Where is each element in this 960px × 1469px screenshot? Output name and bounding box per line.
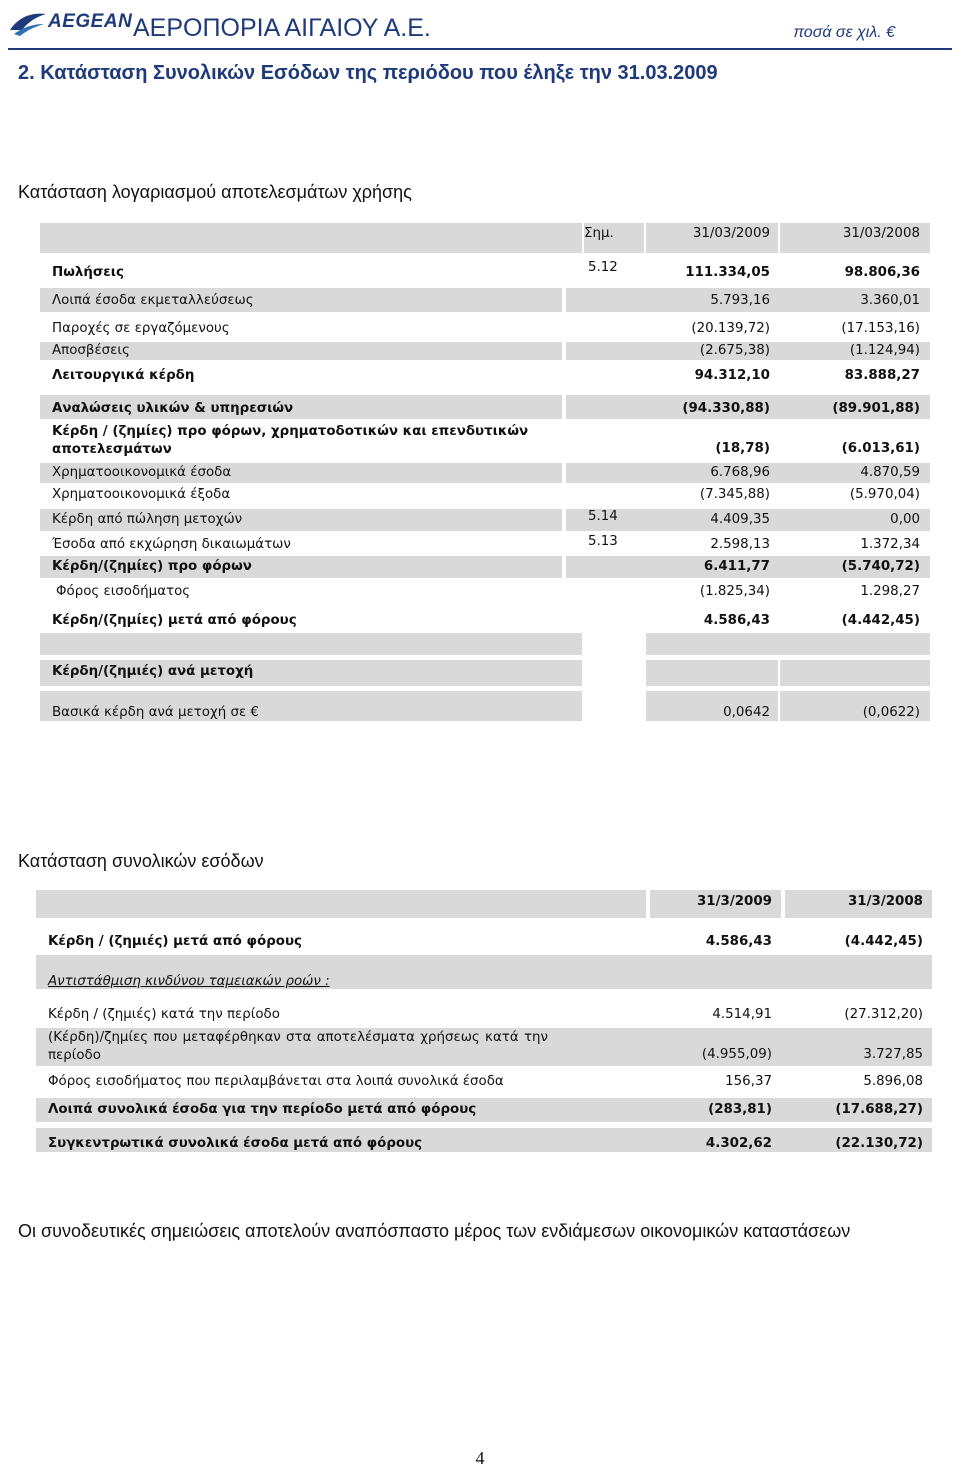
ci-value-2008: (4.442,45) [844, 934, 923, 949]
row-value-2009: (7.345,88) [699, 487, 770, 502]
row-value-2009: (1.825,34) [699, 584, 770, 599]
ci-value-2009: 156,37 [725, 1074, 772, 1089]
row-label: Κέρδη/(ζημίες) μετά από φόρους [52, 613, 297, 628]
row-label: Λειτουργικά κέρδη [52, 368, 195, 383]
row-value-2008: (1.124,94) [849, 343, 920, 358]
row-value-2009: (94.330,88) [682, 401, 770, 416]
logo-text: AEGEAN [48, 11, 133, 32]
page-number: 4 [475, 1448, 485, 1468]
page-heading: 2. Κατάσταση Συνολικών Εσόδων της περιόδου που έληξε την 31.03.2009 [18, 62, 718, 84]
row-value-2008: (6.013,61) [841, 441, 920, 456]
row-value-2008: 1.372,34 [860, 537, 920, 552]
ci-row-label: Συγκεντρωτικά συνολικά έσοδα μετά από φόρους [48, 1136, 423, 1151]
row-label: Κέρδη από πώληση μετοχών [52, 512, 243, 527]
eps-value-2008: (0,0622) [862, 705, 920, 720]
row-value-2008: 3.360,01 [860, 293, 920, 308]
footer-note: Οι συνοδευτικές σημειώσεις αποτελούν αναπόσπαστο μέρος των ενδιάμεσων οικονομικών καταστάσεων [18, 1221, 851, 1241]
income-header-band [40, 223, 582, 253]
row-label: Έσοδα από εκχώρηση δικαιωμάτων [52, 537, 291, 552]
ci-row-label: Λοιπά συνολικά έσοδα για την περίοδο μετά από φόρους [48, 1102, 477, 1117]
ci-value-2008: 5.896,08 [863, 1074, 923, 1089]
row-value-2008: 1.298,27 [860, 584, 920, 599]
row-value-2008: (17.153,16) [841, 321, 920, 336]
row-label: Κέρδη/(ζημίες) προ φόρων [52, 559, 252, 574]
row-value-2009: 2.598,13 [710, 537, 770, 552]
bird-logo-icon [8, 8, 48, 38]
row-value-2008: (5.740,72) [841, 559, 920, 574]
row-value-2008: 0,00 [890, 512, 920, 527]
row-value-2009: (2.675,38) [699, 343, 770, 358]
ci-value-2009: 4.514,91 [712, 1007, 772, 1022]
header-divider [8, 48, 952, 50]
ci-row-label: (Κέρδη)/ζημίες που μεταφέρθηκαν στα αποτελέσματα χρήσεως κατά την περίοδο [48, 1030, 548, 1063]
row-label: Αποσβέσεις [52, 343, 130, 358]
ci-value-2009: 4.302,62 [705, 1136, 772, 1151]
ci-value-2008: (22.130,72) [835, 1136, 923, 1151]
eps-value-2009: 0,0642 [723, 705, 770, 720]
ci-value-2008: (27.312,20) [844, 1007, 923, 1022]
row-value-2009: (20.139,72) [691, 321, 770, 336]
row-value-2008: (4.442,45) [841, 613, 920, 628]
ci-value-2008: 3.727,85 [863, 1047, 923, 1062]
row-value-2009: 6.768,96 [710, 465, 770, 480]
ci-value-2008: (17.688,27) [835, 1102, 923, 1117]
ci-row-label: Φόρος εισοδήματος που περιλαμβάνεται στα λοιπά συνολικά έσοδα [48, 1074, 504, 1089]
ci-value-2009: 4.586,43 [705, 934, 772, 949]
row-value-2009: 6.411,77 [703, 559, 770, 574]
row-note: 5.12 [588, 260, 618, 275]
row-value-2009: 5.793,16 [710, 293, 770, 308]
row-value-2008: 98.806,36 [844, 265, 920, 280]
row-value-2008: (5.970,04) [849, 487, 920, 502]
row-value-2009: 4.586,43 [703, 613, 770, 628]
row-label: Αναλώσεις υλικών & υπηρεσιών [52, 401, 294, 416]
ci-row-label: Κέρδη / (ζημιές) κατά την περίοδο [48, 1007, 280, 1022]
row-value-2009: 4.409,35 [710, 512, 770, 527]
eps-title: Κέρδη/(ζημιές) ανά μετοχή [52, 664, 254, 679]
column-header-note: Σημ. [584, 226, 614, 241]
company-logo [8, 8, 133, 42]
row-value-2009: (18,78) [715, 441, 770, 456]
row-value-2008: 83.888,27 [844, 368, 920, 383]
row-label: Φόρος εισοδήματος [56, 584, 191, 599]
income-statement-title: Κατάσταση λογαριασμού αποτελεσμάτων χρήσης [18, 182, 412, 202]
row-value-2009: 94.312,10 [694, 368, 770, 383]
row-value-2008: 4.870,59 [860, 465, 920, 480]
ci-section-label: Αντιστάθμιση κινδύνου ταμειακών ροών : [48, 974, 330, 989]
column-header-2009: 31/03/2009 [692, 226, 770, 241]
row-value-2009: 111.334,05 [685, 265, 770, 280]
row-label: Κέρδη / (ζημίες) προ φόρων, χρηματοδοτικών και επενδυτικών αποτελεσμάτων [52, 424, 529, 457]
row-note: 5.13 [588, 534, 618, 549]
column-header-2009: 31/3/2009 [696, 894, 772, 909]
column-header-2008: 31/3/2008 [847, 894, 923, 909]
column-header-2008: 31/03/2008 [842, 226, 920, 241]
row-label-sales: Πωλήσεις [52, 265, 124, 280]
eps-label: Βασικά κέρδη ανά μετοχή σε € [52, 705, 259, 720]
ci-value-2009: (283,81) [708, 1102, 772, 1117]
row-value-2008: (89.901,88) [832, 401, 920, 416]
row-label: Λοιπά έσοδα εκμεταλλεύσεως [52, 293, 254, 308]
company-name: ΑΕΡΟΠΟΡΙΑ ΑΙΓΑΙΟΥ Α.Ε. [133, 14, 431, 42]
comprehensive-title: Κατάσταση συνολικών εσόδων [18, 851, 264, 871]
units-label: ποσά σε χιλ. € [793, 24, 895, 41]
row-label: Χρηματοοικονομικά έξοδα [52, 487, 231, 502]
ci-row-label: Κέρδη / (ζημιές) μετά από φόρους [48, 934, 302, 949]
row-label: Παροχές σε εργαζόμενους [52, 321, 230, 336]
row-label: Χρηματοοικονομικά έσοδα [52, 465, 232, 480]
row-note: 5.14 [588, 509, 618, 524]
ci-value-2009: (4.955,09) [701, 1047, 772, 1062]
